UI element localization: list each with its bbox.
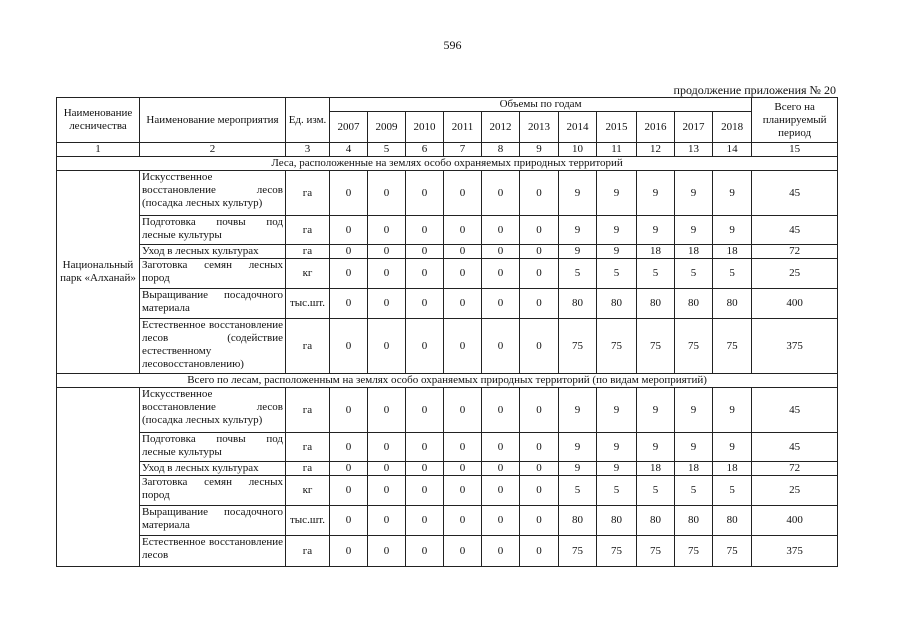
value-cell: 9 <box>559 462 597 476</box>
activity-name: Естественное восстановление лесов (содействие естественному лесовосстановлению) <box>140 319 286 374</box>
value-cell: 75 <box>597 319 637 374</box>
header-forestry: Наименование лесничества <box>57 98 140 143</box>
activity-name: Естественное восстановление лесов <box>140 536 286 567</box>
forestry-cell <box>57 388 140 567</box>
value-cell: 0 <box>482 245 520 259</box>
activity-name: Подготовка почвы под лесные культуры <box>140 433 286 462</box>
value-cell: 0 <box>444 476 482 506</box>
year-header: 2013 <box>520 112 559 143</box>
value-cell: 18 <box>713 245 752 259</box>
forest-plan-table <box>56 97 838 567</box>
value-cell: 80 <box>637 506 675 536</box>
value-cell: 0 <box>482 259 520 289</box>
value-cell: 0 <box>520 388 559 433</box>
value-cell: 0 <box>482 319 520 374</box>
value-cell: 5 <box>559 259 597 289</box>
value-cell: 0 <box>330 171 368 216</box>
total-cell: 72 <box>752 245 838 259</box>
value-cell: 9 <box>597 216 637 245</box>
activity-name: Выращивание посадочного материала <box>140 506 286 536</box>
value-cell: 0 <box>368 216 406 245</box>
value-cell: 18 <box>637 245 675 259</box>
value-cell: 0 <box>520 462 559 476</box>
total-cell: 45 <box>752 433 838 462</box>
value-cell: 0 <box>330 433 368 462</box>
value-cell: 0 <box>482 476 520 506</box>
value-cell: 0 <box>368 171 406 216</box>
value-cell: 5 <box>713 476 752 506</box>
value-cell: 9 <box>637 171 675 216</box>
header-total: Всего на планируемый период <box>752 98 838 143</box>
value-cell: 0 <box>330 319 368 374</box>
value-cell: 5 <box>637 259 675 289</box>
value-cell: 0 <box>520 433 559 462</box>
value-cell: 0 <box>406 433 444 462</box>
value-cell: 0 <box>330 289 368 319</box>
value-cell: 0 <box>444 433 482 462</box>
value-cell: 18 <box>675 245 713 259</box>
table-row <box>57 536 838 567</box>
value-cell: 0 <box>406 506 444 536</box>
value-cell: 0 <box>406 388 444 433</box>
value-cell: 0 <box>368 388 406 433</box>
appendix-subtitle: продолжение приложения № 20 <box>673 83 836 97</box>
value-cell: 0 <box>330 506 368 536</box>
value-cell: 0 <box>406 216 444 245</box>
value-cell: 0 <box>368 536 406 567</box>
year-header: 2007 <box>330 112 368 143</box>
table-row <box>57 245 838 259</box>
value-cell: 75 <box>637 319 675 374</box>
value-cell: 9 <box>675 388 713 433</box>
section-title: Всего по лесам, расположенным на землях особо охраняемых природных территорий (по видам мероприятий) <box>57 374 838 388</box>
column-number: 12 <box>637 143 675 157</box>
value-cell: 0 <box>406 171 444 216</box>
value-cell: 0 <box>368 476 406 506</box>
value-cell: 0 <box>406 536 444 567</box>
value-cell: 75 <box>713 319 752 374</box>
year-header: 2009 <box>368 112 406 143</box>
value-cell: 0 <box>444 216 482 245</box>
unit-cell: га <box>286 388 330 433</box>
page-number: 596 <box>443 38 462 52</box>
value-cell: 0 <box>368 433 406 462</box>
column-number: 2 <box>140 143 286 157</box>
value-cell: 9 <box>597 462 637 476</box>
header-activity: Наименование мероприятия <box>140 98 286 143</box>
value-cell: 0 <box>330 216 368 245</box>
column-number: 9 <box>520 143 559 157</box>
header-volumes: Объемы по годам <box>330 98 752 112</box>
column-number: 7 <box>444 143 482 157</box>
value-cell: 0 <box>444 388 482 433</box>
value-cell: 9 <box>713 216 752 245</box>
value-cell: 0 <box>482 289 520 319</box>
value-cell: 0 <box>520 171 559 216</box>
unit-cell: га <box>286 319 330 374</box>
value-cell: 0 <box>444 289 482 319</box>
value-cell: 0 <box>520 259 559 289</box>
table-row <box>57 216 838 245</box>
forestry-name: Национальный парк «Алханай» <box>57 171 140 374</box>
value-cell: 9 <box>675 216 713 245</box>
unit-cell: га <box>286 245 330 259</box>
value-cell: 5 <box>713 259 752 289</box>
total-cell: 25 <box>752 476 838 506</box>
unit-cell: кг <box>286 259 330 289</box>
value-cell: 75 <box>559 536 597 567</box>
section-title-row <box>57 157 838 171</box>
unit-cell: га <box>286 536 330 567</box>
column-number: 14 <box>713 143 752 157</box>
activity-name: Заготовка семян лесных пород <box>140 259 286 289</box>
value-cell: 0 <box>444 171 482 216</box>
total-cell: 400 <box>752 289 838 319</box>
value-cell: 0 <box>482 388 520 433</box>
column-number: 3 <box>286 143 330 157</box>
value-cell: 0 <box>330 388 368 433</box>
value-cell: 0 <box>520 506 559 536</box>
value-cell: 18 <box>637 462 675 476</box>
value-cell: 0 <box>330 462 368 476</box>
year-header: 2014 <box>559 112 597 143</box>
activity-name: Заготовка семян лесных пород <box>140 476 286 506</box>
unit-cell: кг <box>286 476 330 506</box>
value-cell: 0 <box>330 476 368 506</box>
table-row <box>57 388 838 433</box>
value-cell: 5 <box>559 476 597 506</box>
value-cell: 9 <box>597 388 637 433</box>
value-cell: 5 <box>597 259 637 289</box>
value-cell: 9 <box>713 171 752 216</box>
value-cell: 0 <box>406 289 444 319</box>
value-cell: 75 <box>559 319 597 374</box>
table-row <box>57 433 838 462</box>
value-cell: 0 <box>406 476 444 506</box>
value-cell: 80 <box>675 289 713 319</box>
value-cell: 0 <box>482 433 520 462</box>
total-cell: 400 <box>752 506 838 536</box>
value-cell: 0 <box>368 506 406 536</box>
year-header: 2016 <box>637 112 675 143</box>
value-cell: 9 <box>559 216 597 245</box>
table-row <box>57 289 838 319</box>
value-cell: 80 <box>713 506 752 536</box>
value-cell: 80 <box>713 289 752 319</box>
value-cell: 75 <box>713 536 752 567</box>
section-title-row <box>57 374 838 388</box>
value-cell: 9 <box>675 171 713 216</box>
table-row <box>57 476 838 506</box>
unit-cell: га <box>286 462 330 476</box>
year-header: 2011 <box>444 112 482 143</box>
table-row <box>57 462 838 476</box>
value-cell: 9 <box>559 433 597 462</box>
table-row <box>57 319 838 374</box>
value-cell: 0 <box>444 536 482 567</box>
value-cell: 0 <box>330 245 368 259</box>
value-cell: 80 <box>597 506 637 536</box>
value-cell: 0 <box>482 216 520 245</box>
total-cell: 25 <box>752 259 838 289</box>
total-cell: 45 <box>752 388 838 433</box>
activity-name: Искусственное восстановление лесов (посадка лесных культур) <box>140 171 286 216</box>
activity-name: Подготовка почвы под лесные культуры <box>140 216 286 245</box>
value-cell: 0 <box>482 171 520 216</box>
value-cell: 0 <box>520 476 559 506</box>
total-cell: 375 <box>752 536 838 567</box>
value-cell: 0 <box>368 259 406 289</box>
value-cell: 9 <box>597 245 637 259</box>
value-cell: 0 <box>368 289 406 319</box>
value-cell: 0 <box>444 319 482 374</box>
value-cell: 0 <box>330 259 368 289</box>
value-cell: 75 <box>675 536 713 567</box>
activity-name: Выращивание посадочного материала <box>140 289 286 319</box>
value-cell: 0 <box>520 319 559 374</box>
value-cell: 0 <box>444 462 482 476</box>
activity-name: Уход в лесных культурах <box>140 462 286 476</box>
column-number: 10 <box>559 143 597 157</box>
value-cell: 9 <box>713 388 752 433</box>
table-row <box>57 506 838 536</box>
year-header: 2010 <box>406 112 444 143</box>
column-number: 4 <box>330 143 368 157</box>
column-number: 5 <box>368 143 406 157</box>
value-cell: 0 <box>520 289 559 319</box>
value-cell: 9 <box>559 388 597 433</box>
value-cell: 18 <box>713 462 752 476</box>
value-cell: 0 <box>444 259 482 289</box>
value-cell: 0 <box>520 216 559 245</box>
value-cell: 9 <box>713 433 752 462</box>
value-cell: 0 <box>368 319 406 374</box>
activity-name: Искусственное восстановление лесов (посадка лесных культур) <box>140 388 286 433</box>
value-cell: 75 <box>637 536 675 567</box>
value-cell: 0 <box>444 245 482 259</box>
value-cell: 9 <box>597 171 637 216</box>
value-cell: 5 <box>675 259 713 289</box>
value-cell: 80 <box>559 289 597 319</box>
value-cell: 0 <box>482 506 520 536</box>
year-header: 2017 <box>675 112 713 143</box>
value-cell: 0 <box>330 536 368 567</box>
value-cell: 75 <box>597 536 637 567</box>
value-cell: 9 <box>559 245 597 259</box>
value-cell: 0 <box>406 259 444 289</box>
year-header: 2018 <box>713 112 752 143</box>
unit-cell: га <box>286 216 330 245</box>
header-row-1 <box>57 98 838 112</box>
activity-name: Уход в лесных культурах <box>140 245 286 259</box>
value-cell: 0 <box>520 245 559 259</box>
column-number-row <box>57 143 838 157</box>
column-number: 8 <box>482 143 520 157</box>
value-cell: 0 <box>520 536 559 567</box>
value-cell: 0 <box>406 319 444 374</box>
column-number: 1 <box>57 143 140 157</box>
value-cell: 0 <box>368 245 406 259</box>
value-cell: 5 <box>597 476 637 506</box>
value-cell: 5 <box>675 476 713 506</box>
header-unit: Ед. изм. <box>286 98 330 143</box>
column-number: 13 <box>675 143 713 157</box>
total-cell: 375 <box>752 319 838 374</box>
value-cell: 0 <box>368 462 406 476</box>
value-cell: 5 <box>637 476 675 506</box>
table-row <box>57 171 838 216</box>
value-cell: 9 <box>559 171 597 216</box>
value-cell: 18 <box>675 462 713 476</box>
value-cell: 80 <box>675 506 713 536</box>
value-cell: 0 <box>482 462 520 476</box>
value-cell: 80 <box>597 289 637 319</box>
value-cell: 0 <box>444 506 482 536</box>
unit-cell: тыс.шт. <box>286 506 330 536</box>
column-number: 6 <box>406 143 444 157</box>
value-cell: 80 <box>637 289 675 319</box>
unit-cell: га <box>286 433 330 462</box>
value-cell: 75 <box>675 319 713 374</box>
value-cell: 0 <box>406 245 444 259</box>
value-cell: 0 <box>482 536 520 567</box>
column-number: 15 <box>752 143 838 157</box>
year-header: 2012 <box>482 112 520 143</box>
value-cell: 9 <box>597 433 637 462</box>
table-row <box>57 259 838 289</box>
total-cell: 45 <box>752 171 838 216</box>
value-cell: 9 <box>637 433 675 462</box>
total-cell: 72 <box>752 462 838 476</box>
unit-cell: тыс.шт. <box>286 289 330 319</box>
value-cell: 80 <box>559 506 597 536</box>
unit-cell: га <box>286 171 330 216</box>
year-header: 2015 <box>597 112 637 143</box>
value-cell: 9 <box>637 216 675 245</box>
section-title: Леса, расположенные на землях особо охраняемых природных территорий <box>57 157 838 171</box>
value-cell: 0 <box>406 462 444 476</box>
total-cell: 45 <box>752 216 838 245</box>
value-cell: 9 <box>637 388 675 433</box>
column-number: 11 <box>597 143 637 157</box>
value-cell: 9 <box>675 433 713 462</box>
